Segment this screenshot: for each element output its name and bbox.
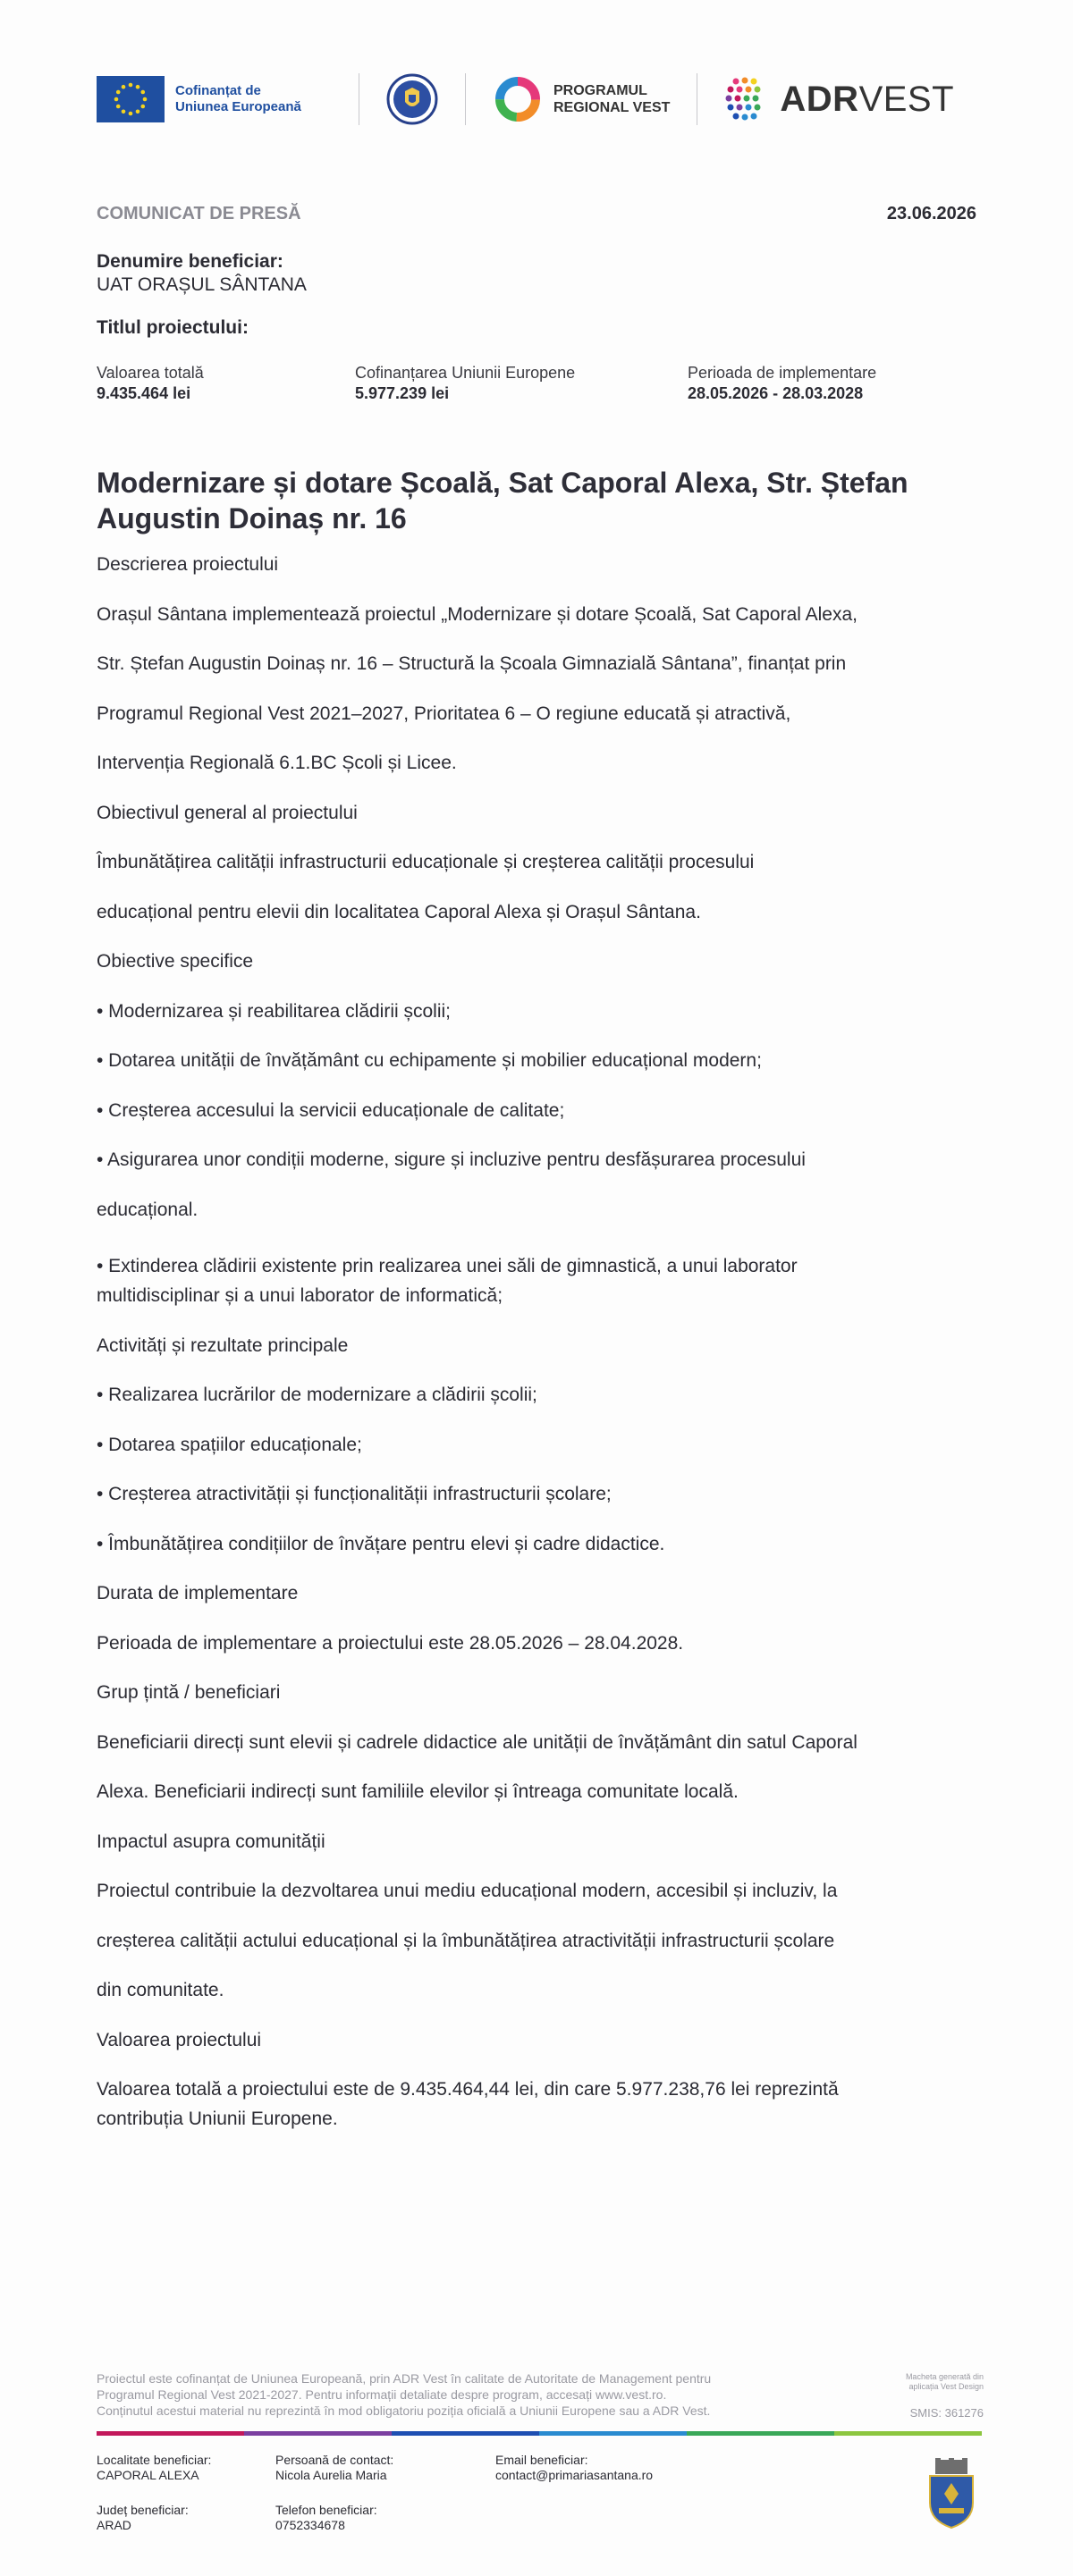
list-item-continuation: multidisciplinar și a unui laborator de informatică; (97, 1285, 503, 1306)
prv-logo (493, 74, 670, 124)
prv-ring-icon (493, 74, 543, 124)
section-heading: Activități și rezultate principale (97, 1335, 349, 1356)
press-info (97, 204, 976, 403)
email-block (495, 2453, 653, 2483)
section-heading: Obiective specifice (97, 951, 254, 972)
list-item: • Extinderea clădirii existente prin realizarea unei săli de gimnastică, a unui laborator (97, 1256, 798, 1276)
body-line: Str. Ștefan Augustin Doinaș nr. 16 – Structură la Școala Gimnazială Sântana”, finanțat prin (97, 653, 847, 674)
list-item: • Creșterea accesului la servicii educaționale de calitate; (97, 1100, 565, 1121)
body-line: Alexa. Beneficiarii indirecți sunt familiile elevilor și întreaga comunitate locală. (97, 1781, 739, 1802)
list-item: • Realizarea lucrărilor de modernizare a clădirii școlii; (97, 1385, 537, 1405)
prv-line2: REGIONAL VEST (553, 100, 671, 115)
contact-person-block (275, 2453, 393, 2483)
section-heading: Descrierea proiectului (97, 554, 279, 575)
section-heading: Impactul asupra comunității (97, 1831, 325, 1852)
body-line: Proiectul contribuie la dezvoltarea unui mediu educațional modern, accesibil și incluziv, la (97, 1881, 838, 1901)
contact-person-value: Nicola Aurelia Maria (275, 2468, 387, 2482)
romania-gov-crest-icon (386, 73, 438, 125)
total-value: 9.435.464 lei (97, 384, 191, 402)
body-line: Perioada de implementare a proiectului este 28.05.2026 – 28.04.2028. (97, 1633, 684, 1654)
period-block (688, 364, 946, 403)
list-item: • Dotarea spațiilor educaționale; (97, 1435, 362, 1455)
color-bar-segment (539, 2431, 687, 2436)
financial-summary (97, 364, 976, 403)
santana-crest-icon (926, 2458, 976, 2534)
body-line: Beneficiarii direcți sunt elevii și cadrele didactice ale unității de învățământ din satul Caporal (97, 1732, 858, 1753)
prv-line1: PROGRAMUL (553, 83, 647, 98)
logo-header (97, 70, 976, 129)
prv-logo-text (553, 82, 670, 116)
disclaimer-line2: Programul Regional Vest 2021-2027. Pentru informații detaliate despre program, accesați www.vest.ro. (97, 2387, 667, 2402)
adr-dots-icon (724, 76, 769, 122)
eu-cofinancing-label: Cofinanțarea Uniunii Europene (355, 364, 576, 382)
eu-logo-text (175, 83, 301, 115)
disclaimer-line3: Conținutul acestui material nu reprezintă în mod obligatoriu poziția oficială a Uniunii Europene sau a ADR Vest. (97, 2403, 711, 2418)
phone-value: 0752334678 (275, 2518, 345, 2532)
color-bar-segment (687, 2431, 834, 2436)
phone-label: Telefon beneficiar: (275, 2503, 377, 2517)
county-block (97, 2503, 189, 2533)
press-date: 23.06.2026 (886, 204, 976, 223)
section-heading: Durata de implementare (97, 1583, 299, 1604)
logo-separator (465, 73, 466, 125)
body-line: creșterea calității actului educațional și la îmbunătățirea atractivității infrastructurii școlare (97, 1931, 835, 1951)
contact-person-label: Persoană de contact: (275, 2453, 394, 2467)
design-note-line2: aplicația Vest Design (908, 2382, 984, 2391)
adr-bold: ADR (780, 79, 859, 119)
section-heading: Valoarea proiectului (97, 2030, 262, 2050)
body-line: Programul Regional Vest 2021–2027, Prioritatea 6 – O regiune educată și atractivă, (97, 703, 791, 724)
total-label: Valoarea totală (97, 364, 204, 382)
email-label: Email beneficiar: (495, 2453, 588, 2467)
color-bar-segment (392, 2431, 539, 2436)
list-item: • Dotarea unității de învățământ cu echipamente și mobilier educațional modern; (97, 1050, 762, 1071)
phone-block (275, 2503, 377, 2533)
section-heading: Obiectivul general al proiectului (97, 803, 358, 823)
list-item: • Modernizarea și reabilitarea clădirii școlii; (97, 1001, 452, 1022)
design-note-line1: Macheta generată din (905, 2372, 984, 2381)
list-item: • Asigurarea unor condiții moderne, sigure și incluzive pentru desfășurarea procesului (97, 1149, 806, 1170)
body-line: Intervenția Regională 6.1.BC Școli și Licee. (97, 753, 457, 773)
color-bar (97, 2431, 982, 2436)
section-heading: Grup țintă / beneficiari (97, 1682, 281, 1703)
period-label: Perioada de implementare (688, 364, 877, 382)
body-line: Orașul Sântana implementează proiectul „Modernizare și dotare Școală, Sat Caporal Alexa, (97, 604, 858, 625)
beneficiary-label: Denumire beneficiar: (97, 251, 283, 272)
body-line: Îmbunătățirea calității infrastructurii educaționale și creșterea calității procesului (97, 852, 755, 872)
color-bar-segment (834, 2431, 982, 2436)
total-value-block (97, 364, 355, 403)
color-bar-segment (244, 2431, 392, 2436)
project-title (97, 465, 991, 536)
locality-value: CAPORAL ALEXA (97, 2468, 199, 2482)
adr-vest-logo (724, 76, 954, 122)
project-title-label: Titlul proiectului: (97, 317, 249, 338)
body-line: contribuția Uniunii Europene. (97, 2109, 338, 2129)
county-value: ARAD (97, 2518, 131, 2532)
disclaimer-line1: Proiectul este cofinanțat de Uniunea Europeană, prin ADR Vest în calitate de Autoritate de Management pentru (97, 2371, 712, 2386)
press-label: COMUNICAT DE PRESĂ (97, 204, 301, 223)
locality-label: Localitate beneficiar: (97, 2453, 212, 2467)
eu-logo-line1: Cofinanțat de (175, 83, 261, 98)
email-value[interactable]: contact@primariasantana.ro (495, 2468, 654, 2482)
list-item: • Îmbunătățirea condițiilor de învățare pentru elevi și cadre didactice. (97, 1534, 665, 1554)
eu-logo-line2: Uniunea Europeană (175, 99, 301, 114)
eu-cofinancing-block (355, 364, 688, 403)
list-item: • Creșterea atractivității și funcționalității infrastructurii școlare; (97, 1484, 612, 1504)
project-title-line1: Modernizare și dotare Școală, Sat Caporal Alexa, Str. Ștefan (97, 467, 908, 499)
county-label: Județ beneficiar: (97, 2503, 189, 2517)
smis-code: SMIS: 361276 (909, 2406, 984, 2420)
period-value: 28.05.2026 - 28.03.2028 (688, 384, 864, 402)
adr-logo-text (780, 80, 954, 120)
body-line: educațional pentru elevii din localitatea Caporal Alexa și Orașul Sântana. (97, 902, 701, 922)
eu-flag-icon (97, 76, 165, 122)
design-note (885, 2372, 984, 2392)
body-line: din comunitate. (97, 1980, 224, 2000)
footer-disclaimer (97, 2370, 812, 2419)
color-bar-segment (97, 2431, 244, 2436)
beneficiary-value: UAT ORAȘUL SÂNTANA (97, 274, 307, 295)
list-item-continuation: educațional. (97, 1200, 199, 1220)
adr-light: VEST (858, 79, 955, 119)
project-title-line2: Augustin Doinaș nr. 16 (97, 502, 407, 535)
eu-logo (97, 76, 332, 122)
locality-block (97, 2453, 211, 2483)
eu-cofinancing-value: 5.977.239 lei (355, 384, 450, 402)
body-line: Valoarea totală a proiectului este de 9.435.464,44 lei, din care 5.977.238,76 lei reprezintă (97, 2079, 839, 2100)
